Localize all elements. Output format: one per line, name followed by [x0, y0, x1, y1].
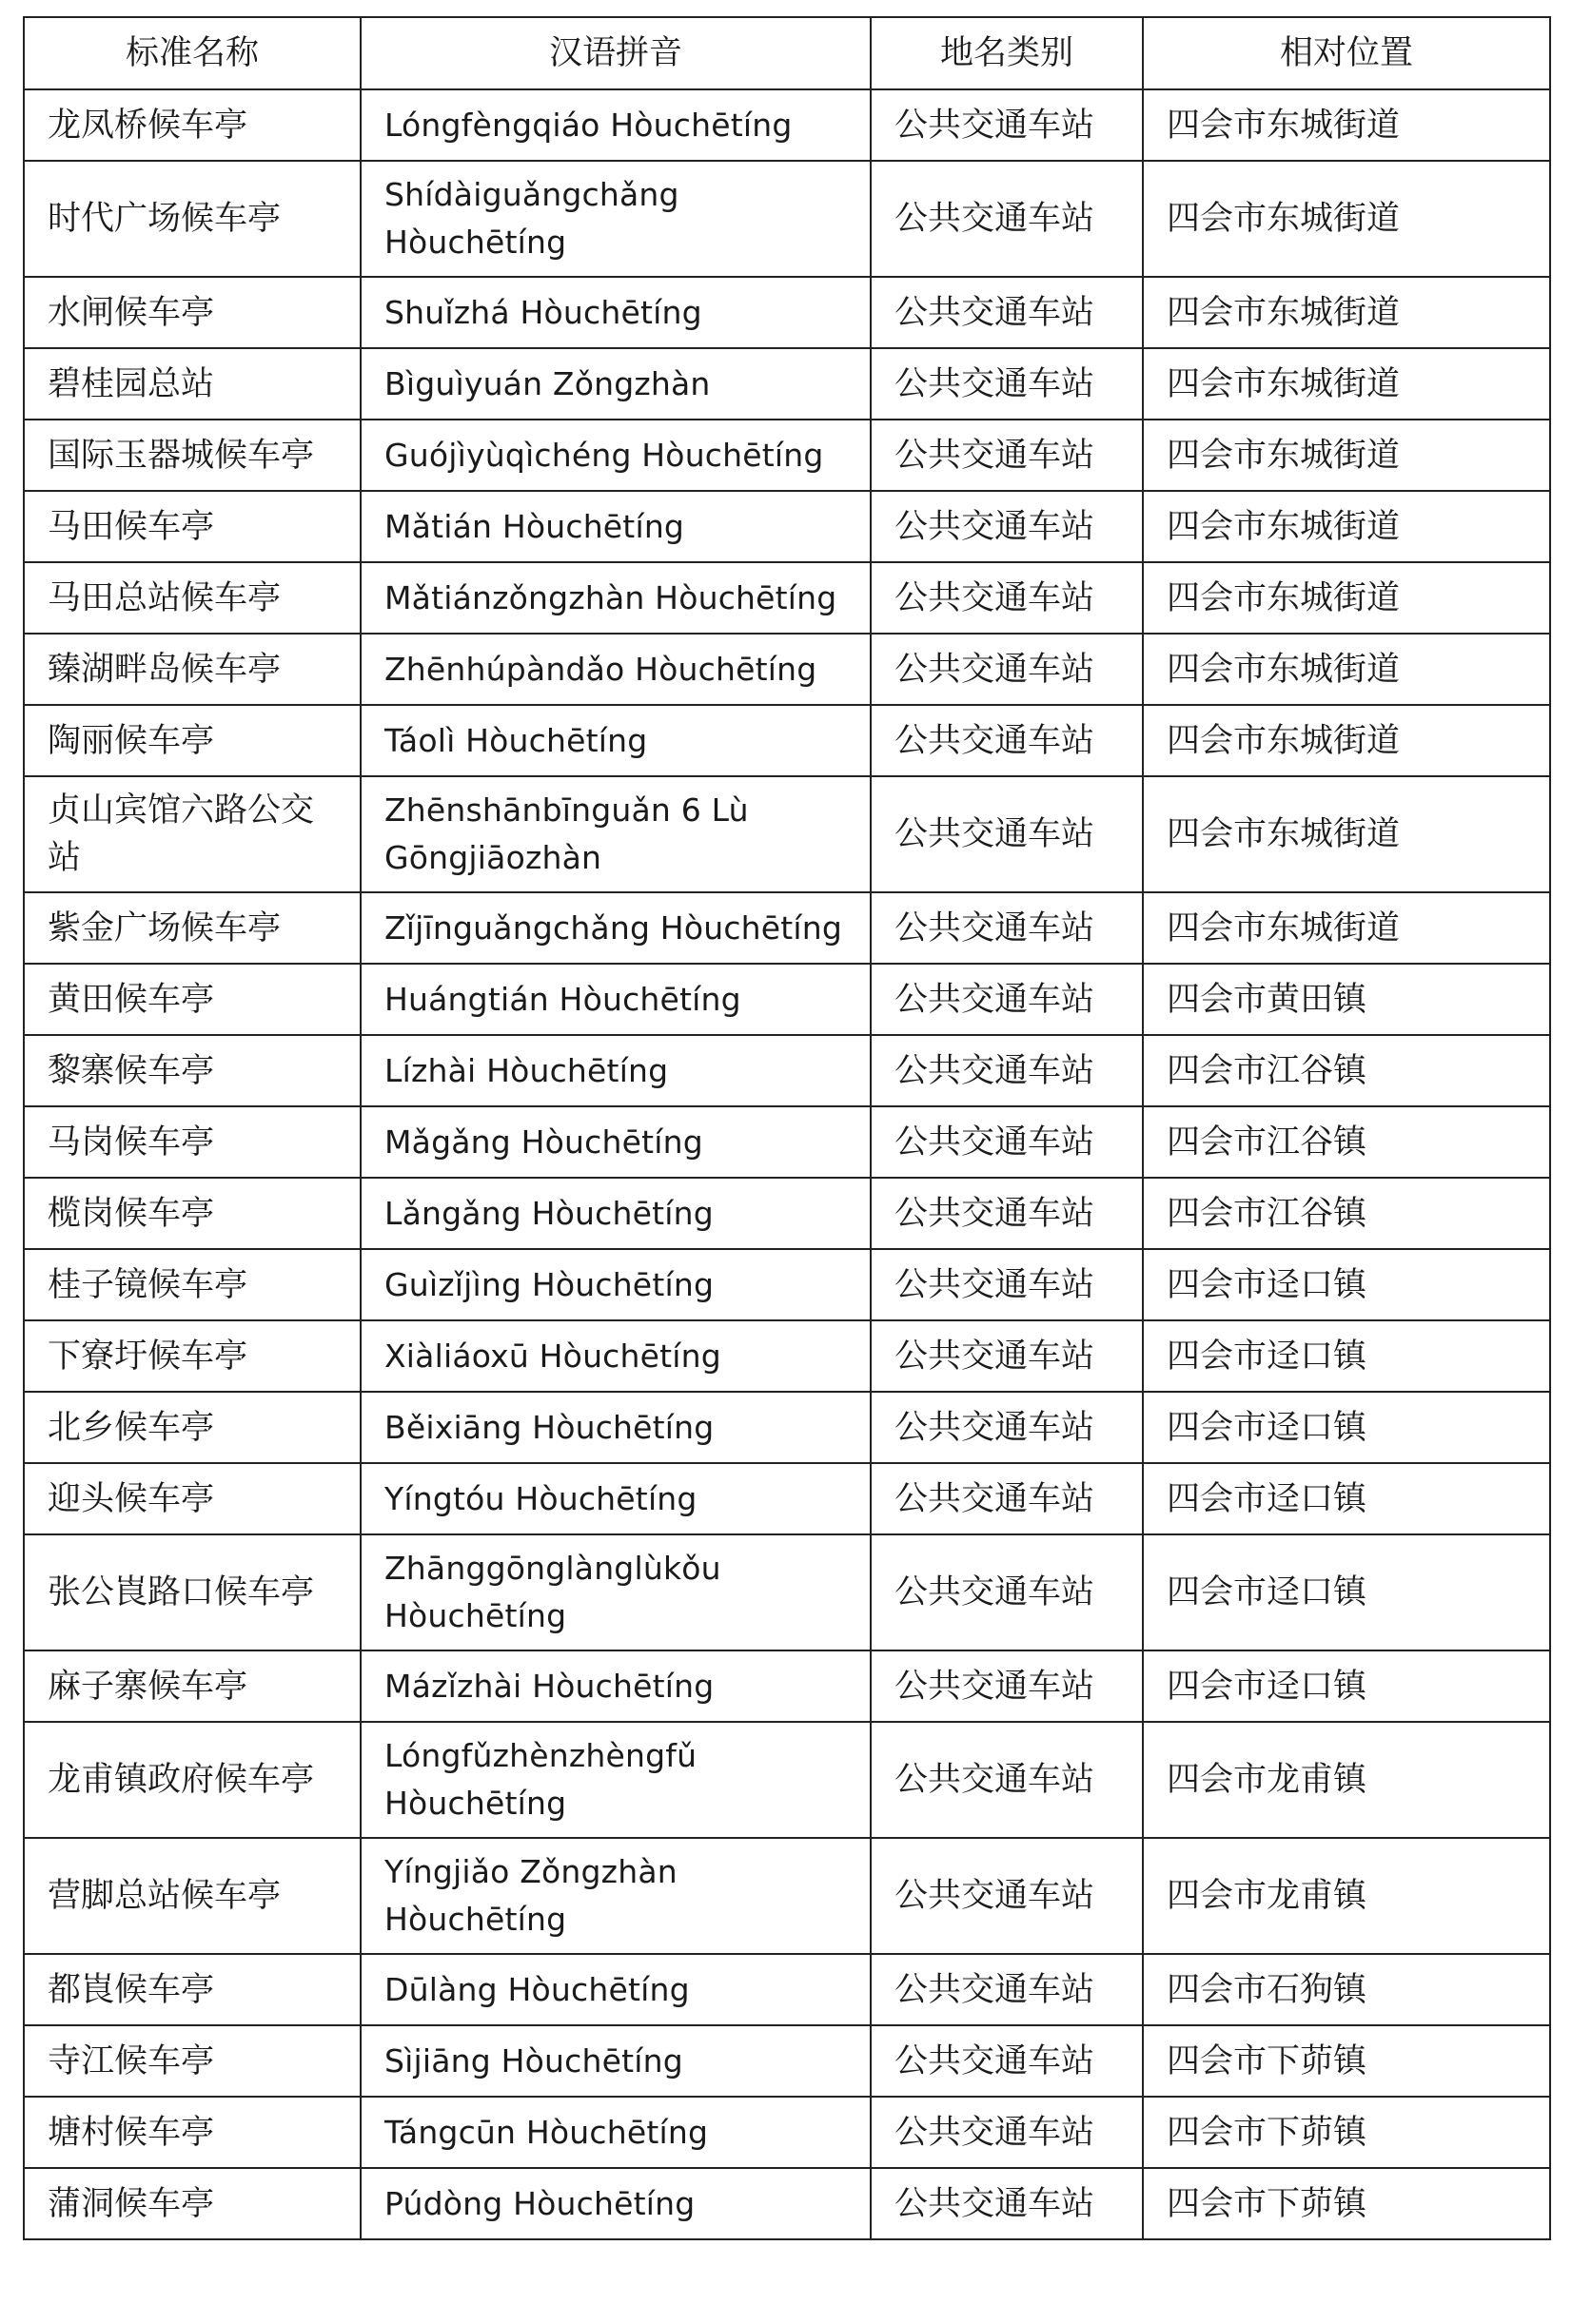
cell-pinyin: Yíngjiǎo Zǒngzhàn Hòuchētíng [361, 1838, 871, 1954]
cell-location: 四会市下茆镇 [1143, 2168, 1550, 2239]
table-row [24, 776, 1550, 892]
cell-category: 公共交通车站 [871, 892, 1143, 964]
cell-standard-name: 龙凤桥候车亭 [24, 89, 361, 161]
table-row [24, 1320, 1550, 1392]
table-row [24, 1178, 1550, 1249]
table-header [24, 17, 1550, 89]
cell-category: 公共交通车站 [871, 1650, 1143, 1722]
cell-category: 公共交通车站 [871, 161, 1143, 277]
cell-standard-name: 都崀候车亭 [24, 1954, 361, 2025]
table-row [24, 1650, 1550, 1722]
header-row [24, 17, 1550, 89]
cell-pinyin: Guójìyùqìchéng Hòuchētíng [361, 420, 871, 491]
cell-pinyin: Lǎngǎng Hòuchētíng [361, 1178, 871, 1249]
cell-location: 四会市东城街道 [1143, 348, 1550, 420]
cell-location: 四会市东城街道 [1143, 491, 1550, 562]
cell-category: 公共交通车站 [871, 2097, 1143, 2168]
cell-pinyin: Zhēnhúpàndǎo Hòuchētíng [361, 634, 871, 705]
table-row [24, 1106, 1550, 1178]
table-row [24, 161, 1550, 277]
cell-category: 公共交通车站 [871, 1178, 1143, 1249]
cell-standard-name: 马田候车亭 [24, 491, 361, 562]
table-body [24, 89, 1550, 2239]
cell-location: 四会市黄田镇 [1143, 964, 1550, 1035]
cell-location: 四会市龙甫镇 [1143, 1838, 1550, 1954]
cell-location: 四会市江谷镇 [1143, 1035, 1550, 1106]
table-row [24, 1392, 1550, 1463]
cell-pinyin: Shuǐzhá Hòuchētíng [361, 277, 871, 348]
cell-standard-name: 时代广场候车亭 [24, 161, 361, 277]
cell-pinyin: Huángtián Hòuchētíng [361, 964, 871, 1035]
cell-category: 公共交通车站 [871, 1954, 1143, 2025]
table-row [24, 705, 1550, 776]
cell-location: 四会市东城街道 [1143, 892, 1550, 964]
table-row [24, 1463, 1550, 1534]
cell-pinyin: Yíngtóu Hòuchētíng [361, 1463, 871, 1534]
table-row [24, 420, 1550, 491]
table-row [24, 1954, 1550, 2025]
cell-pinyin: Zhānggōnglànglùkǒu Hòuchētíng [361, 1534, 871, 1650]
cell-location: 四会市下茆镇 [1143, 2025, 1550, 2097]
cell-category: 公共交通车站 [871, 1838, 1143, 1954]
cell-pinyin: Mǎtiánzǒngzhàn Hòuchētíng [361, 562, 871, 634]
cell-standard-name: 黄田候车亭 [24, 964, 361, 1035]
table-row [24, 2025, 1550, 2097]
cell-category: 公共交通车站 [871, 420, 1143, 491]
cell-category: 公共交通车站 [871, 1035, 1143, 1106]
cell-standard-name: 张公崀路口候车亭 [24, 1534, 361, 1650]
cell-location: 四会市迳口镇 [1143, 1392, 1550, 1463]
cell-location: 四会市东城街道 [1143, 776, 1550, 892]
cell-standard-name: 碧桂园总站 [24, 348, 361, 420]
cell-location: 四会市石狗镇 [1143, 1954, 1550, 2025]
table-row [24, 1249, 1550, 1320]
cell-standard-name: 黎寨候车亭 [24, 1035, 361, 1106]
cell-pinyin: Táolì Hòuchētíng [361, 705, 871, 776]
cell-location: 四会市东城街道 [1143, 420, 1550, 491]
header-category: 地名类别 [871, 17, 1143, 89]
table-row [24, 1838, 1550, 1954]
cell-standard-name: 寺江候车亭 [24, 2025, 361, 2097]
cell-standard-name: 水闸候车亭 [24, 277, 361, 348]
cell-location: 四会市迳口镇 [1143, 1534, 1550, 1650]
cell-location: 四会市东城街道 [1143, 705, 1550, 776]
cell-pinyin: Bìguìyuán Zǒngzhàn [361, 348, 871, 420]
cell-category: 公共交通车站 [871, 1249, 1143, 1320]
cell-pinyin: Sìjiāng Hòuchētíng [361, 2025, 871, 2097]
cell-standard-name: 马岗候车亭 [24, 1106, 361, 1178]
cell-pinyin: Shídàiguǎngchǎng Hòuchētíng [361, 161, 871, 277]
table-row [24, 1534, 1550, 1650]
table-row [24, 348, 1550, 420]
cell-category: 公共交通车站 [871, 1392, 1143, 1463]
cell-category: 公共交通车站 [871, 634, 1143, 705]
cell-location: 四会市东城街道 [1143, 562, 1550, 634]
cell-location: 四会市迳口镇 [1143, 1320, 1550, 1392]
cell-category: 公共交通车站 [871, 1320, 1143, 1392]
table-row [24, 1722, 1550, 1838]
cell-location: 四会市东城街道 [1143, 89, 1550, 161]
header-location: 相对位置 [1143, 17, 1550, 89]
cell-standard-name: 营脚总站候车亭 [24, 1838, 361, 1954]
cell-pinyin: Xiàliáoxū Hòuchētíng [361, 1320, 871, 1392]
table-row [24, 2168, 1550, 2239]
cell-category: 公共交通车站 [871, 277, 1143, 348]
cell-category: 公共交通车站 [871, 348, 1143, 420]
cell-standard-name: 桂子镜候车亭 [24, 1249, 361, 1320]
cell-category: 公共交通车站 [871, 89, 1143, 161]
header-standard-name: 标准名称 [24, 17, 361, 89]
cell-category: 公共交通车站 [871, 491, 1143, 562]
table-row [24, 491, 1550, 562]
cell-location: 四会市下茆镇 [1143, 2097, 1550, 2168]
cell-standard-name: 下寮圩候车亭 [24, 1320, 361, 1392]
cell-pinyin: Běixiāng Hòuchētíng [361, 1392, 871, 1463]
cell-location: 四会市东城街道 [1143, 161, 1550, 277]
cell-location: 四会市迳口镇 [1143, 1249, 1550, 1320]
cell-pinyin: Dūlàng Hòuchētíng [361, 1954, 871, 2025]
cell-standard-name: 塘村候车亭 [24, 2097, 361, 2168]
cell-category: 公共交通车站 [871, 1463, 1143, 1534]
cell-pinyin: Zhēnshānbīnguǎn 6 Lù Gōngjiāozhàn [361, 776, 871, 892]
cell-standard-name: 臻湖畔岛候车亭 [24, 634, 361, 705]
cell-pinyin: Guìzǐjìng Hòuchētíng [361, 1249, 871, 1320]
table-row [24, 1035, 1550, 1106]
cell-pinyin: Mǎtián Hòuchētíng [361, 491, 871, 562]
cell-standard-name: 榄岗候车亭 [24, 1178, 361, 1249]
table-row [24, 634, 1550, 705]
cell-category: 公共交通车站 [871, 1534, 1143, 1650]
cell-pinyin: Lízhài Hòuchētíng [361, 1035, 871, 1106]
cell-location: 四会市东城街道 [1143, 277, 1550, 348]
cell-pinyin: Mǎgǎng Hòuchētíng [361, 1106, 871, 1178]
cell-standard-name: 迎头候车亭 [24, 1463, 361, 1534]
cell-pinyin: Lóngfǔzhènzhèngfǔ Hòuchētíng [361, 1722, 871, 1838]
cell-location: 四会市东城街道 [1143, 634, 1550, 705]
cell-pinyin: Zǐjīnguǎngchǎng Hòuchētíng [361, 892, 871, 964]
cell-category: 公共交通车站 [871, 562, 1143, 634]
cell-location: 四会市迳口镇 [1143, 1650, 1550, 1722]
cell-pinyin: Mázǐzhài Hòuchētíng [361, 1650, 871, 1722]
cell-category: 公共交通车站 [871, 964, 1143, 1035]
cell-location: 四会市江谷镇 [1143, 1178, 1550, 1249]
cell-standard-name: 龙甫镇政府候车亭 [24, 1722, 361, 1838]
cell-category: 公共交通车站 [871, 2025, 1143, 2097]
cell-standard-name: 国际玉器城候车亭 [24, 420, 361, 491]
place-names-table [23, 16, 1551, 2240]
table-row [24, 562, 1550, 634]
cell-location: 四会市龙甫镇 [1143, 1722, 1550, 1838]
cell-standard-name: 马田总站候车亭 [24, 562, 361, 634]
cell-standard-name: 麻子寨候车亭 [24, 1650, 361, 1722]
cell-standard-name: 蒲洞候车亭 [24, 2168, 361, 2239]
cell-pinyin: Púdòng Hòuchētíng [361, 2168, 871, 2239]
table-row [24, 277, 1550, 348]
cell-pinyin: Lóngfèngqiáo Hòuchētíng [361, 89, 871, 161]
cell-category: 公共交通车站 [871, 1722, 1143, 1838]
cell-category: 公共交通车站 [871, 776, 1143, 892]
table-row [24, 2097, 1550, 2168]
cell-location: 四会市迳口镇 [1143, 1463, 1550, 1534]
cell-standard-name: 北乡候车亭 [24, 1392, 361, 1463]
cell-category: 公共交通车站 [871, 2168, 1143, 2239]
table-row [24, 892, 1550, 964]
table-row [24, 964, 1550, 1035]
cell-standard-name: 紫金广场候车亭 [24, 892, 361, 964]
cell-location: 四会市江谷镇 [1143, 1106, 1550, 1178]
cell-standard-name: 贞山宾馆六路公交站 [24, 776, 361, 892]
cell-standard-name: 陶丽候车亭 [24, 705, 361, 776]
cell-category: 公共交通车站 [871, 705, 1143, 776]
cell-pinyin: Tángcūn Hòuchētíng [361, 2097, 871, 2168]
table-row [24, 89, 1550, 161]
cell-category: 公共交通车站 [871, 1106, 1143, 1178]
header-pinyin: 汉语拼音 [361, 17, 871, 89]
